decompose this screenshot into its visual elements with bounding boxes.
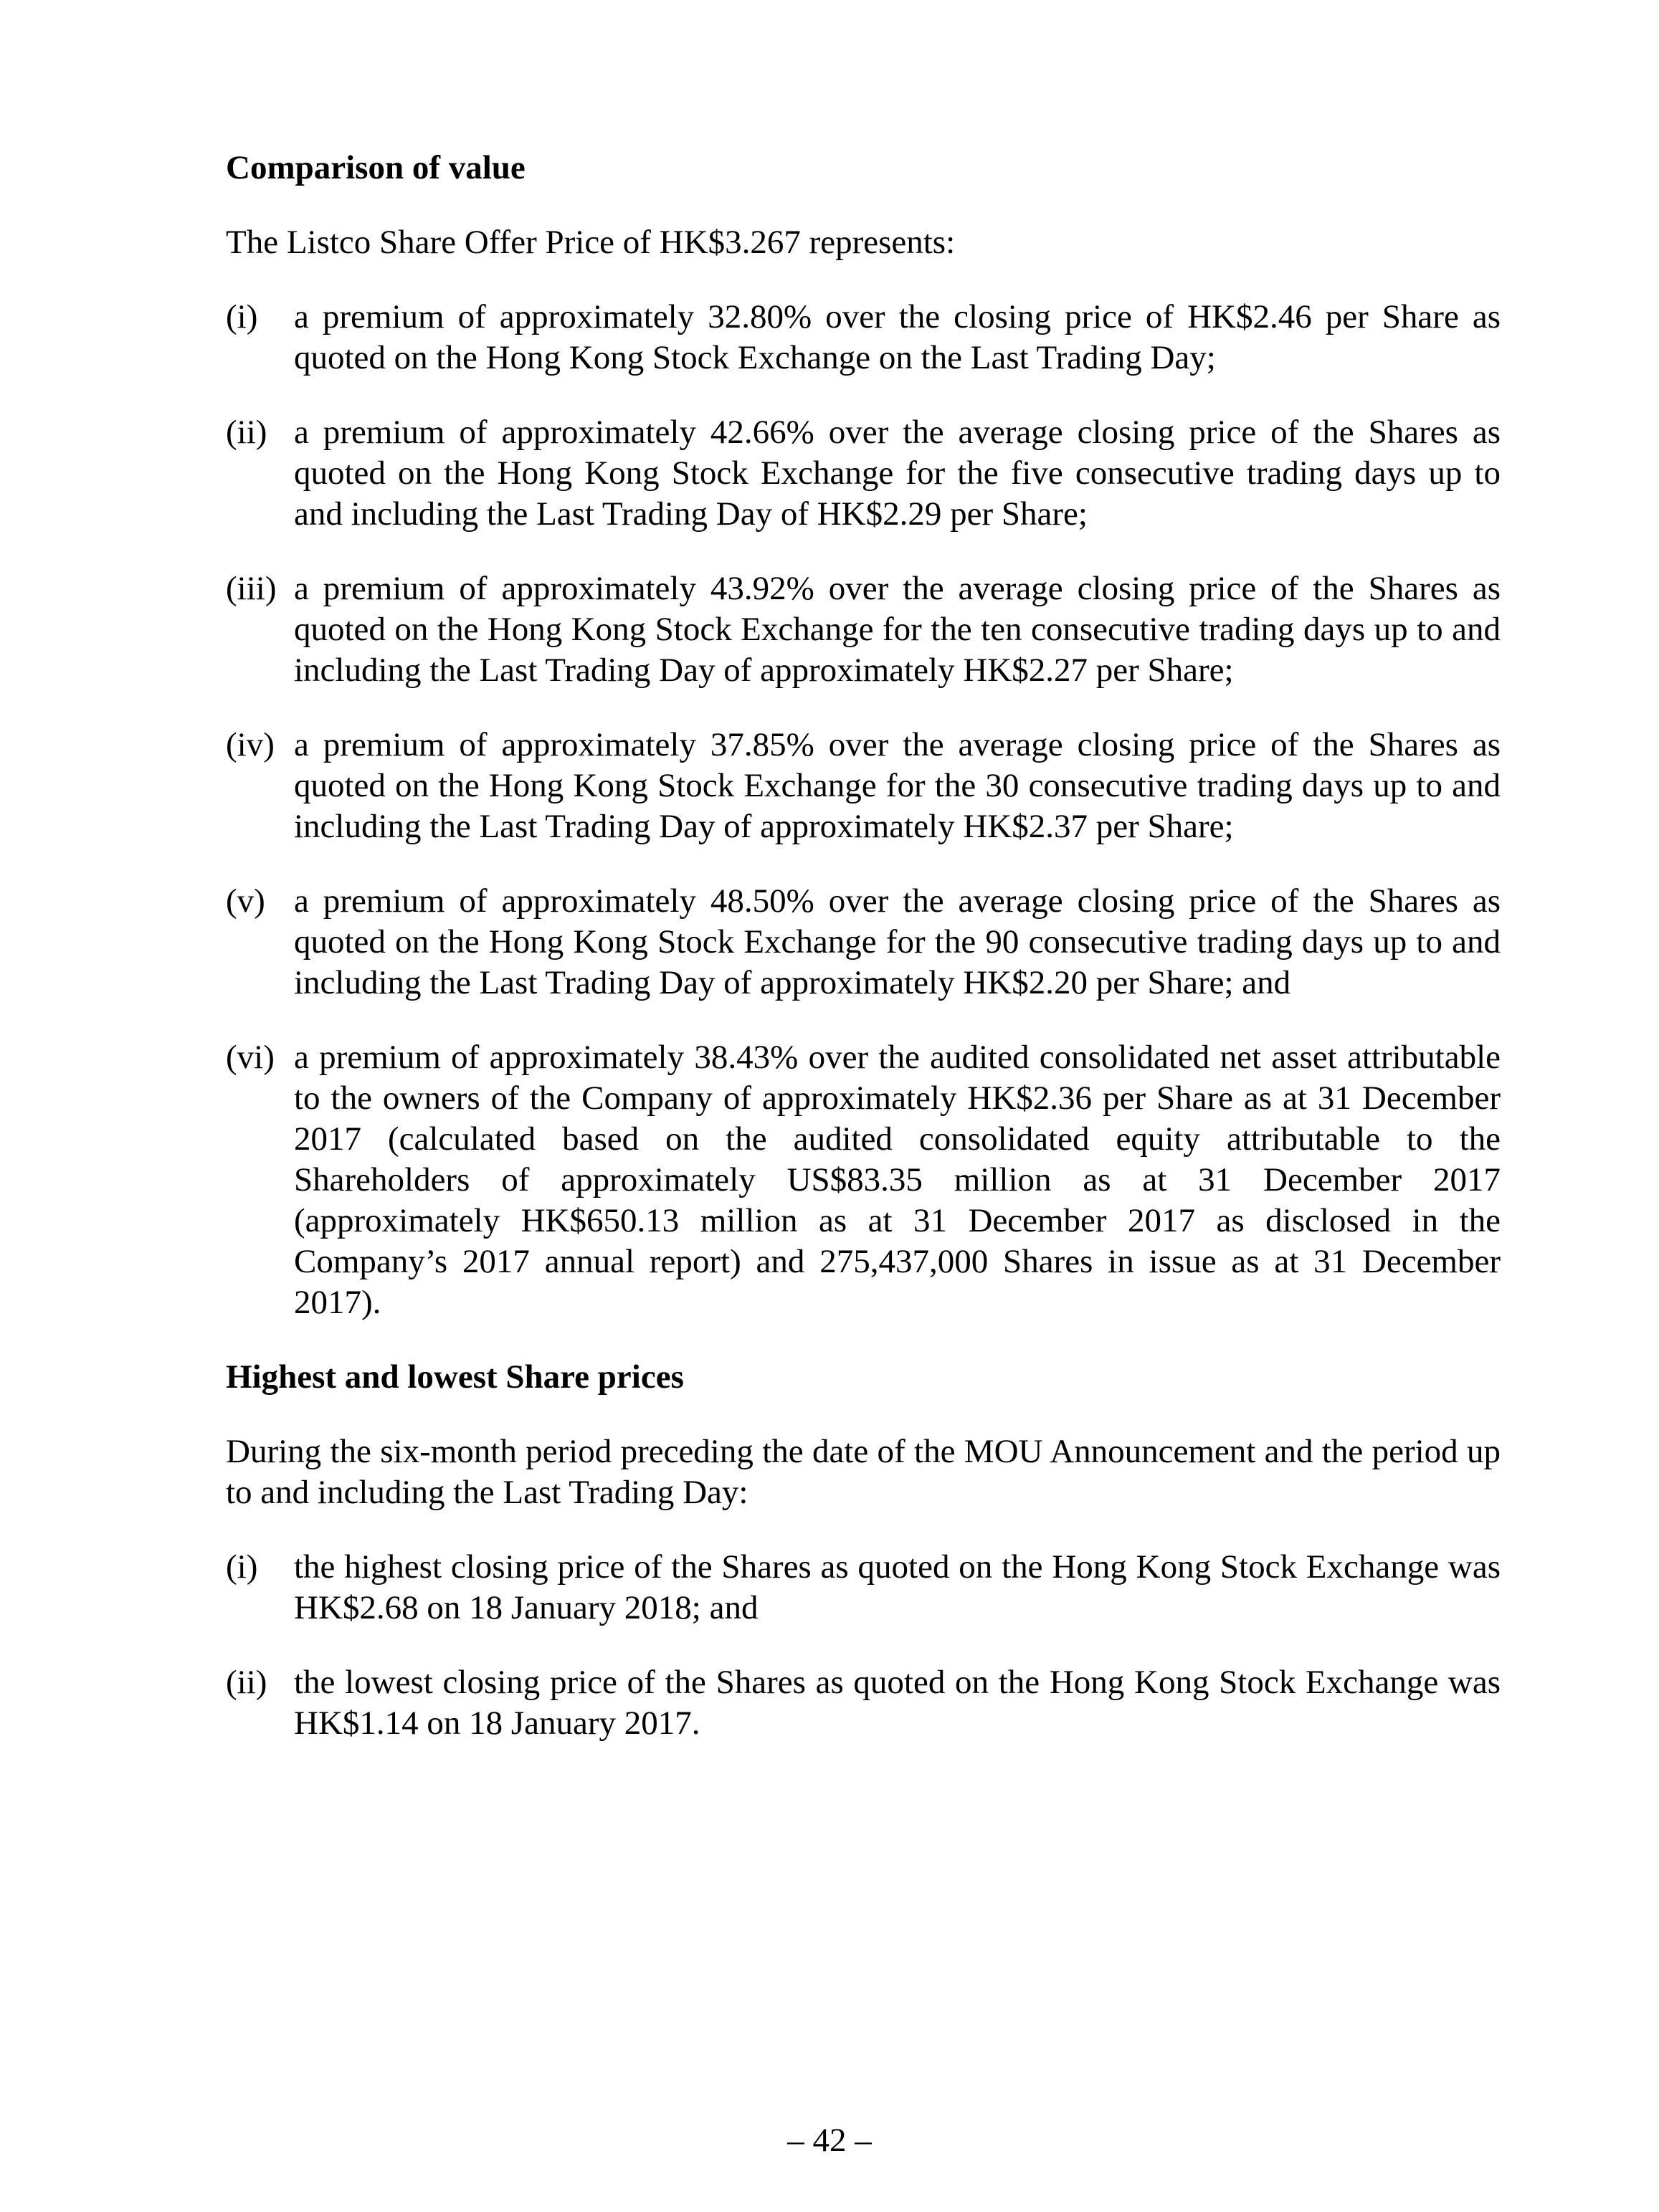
list-item-label: (ii) bbox=[226, 1664, 267, 1701]
list-item-label: (v) bbox=[226, 882, 265, 920]
list-item-label: (vi) bbox=[226, 1039, 275, 1076]
list-item bbox=[226, 725, 1501, 847]
document-content bbox=[226, 0, 1501, 1778]
list-item-text: a premium of approximately 38.43% over the audited consolidated net asset attributable to the owners of the Company of approximately HK$2.36 per Share as at 31 December 2017 (calculated based on the audited consolidated equity attributable to the Shareholders of approximately US$83.35 million as at 31 December 2017 (approximately HK$650.13 million as at 31 December 2017 as disclosed in the Company’s 2017 annual report) and 275,437,000 Shares in issue as at 31 December 2017). bbox=[294, 1039, 1501, 1321]
list-item bbox=[226, 1662, 1501, 1744]
section-heading: Highest and lowest Share prices bbox=[226, 1358, 684, 1396]
list-item-text: a premium of approximately 48.50% over the average closing price of the Shares as quoted on the Hong Kong Stock Exchange for the 90 consecutive trading days up to and including the Last Trading Day of approximately HK$2.20 per Share; and bbox=[294, 882, 1501, 1001]
list-item-text: a premium of approximately 43.92% over the average closing price of the Shares as quoted on the Hong Kong Stock Exchange for the ten consecutive trading days up to and including the Last Trading Day of approximately HK$2.27 per Share; bbox=[294, 570, 1501, 689]
list-item bbox=[226, 1547, 1501, 1629]
section-highest-lowest-share-prices bbox=[226, 1357, 1501, 1744]
page-number: – 42 – bbox=[787, 2122, 872, 2159]
list-item-text: the highest closing price of the Shares as quoted on the Hong Kong Stock Exchange was HK$2.68 on 18 January 2018; and bbox=[294, 1548, 1501, 1626]
section-heading: Comparison of value bbox=[226, 149, 526, 186]
section-intro: The Listco Share Offer Price of HK$3.267 represents: bbox=[226, 224, 956, 261]
list-item bbox=[226, 297, 1501, 378]
list-item-label: (i) bbox=[226, 298, 258, 335]
list-item bbox=[226, 1037, 1501, 1323]
list-item bbox=[226, 412, 1501, 535]
list-item-text: the lowest closing price of the Shares as quoted on the Hong Kong Stock Exchange was HK$1.14 on 18 January 2017. bbox=[294, 1664, 1501, 1742]
list-item bbox=[226, 881, 1501, 1003]
section-comparison-of-value bbox=[226, 148, 1501, 1323]
list-item-text: a premium of approximately 42.66% over the average closing price of the Shares as quoted on the Hong Kong Stock Exchange for the five consecutive trading days up to and including the Last Trading Day of HK$2.29 per Share; bbox=[294, 414, 1501, 533]
list-item-label: (i) bbox=[226, 1548, 258, 1586]
list-item-text: a premium of approximately 32.80% over the closing price of HK$2.46 per Share as quoted on the Hong Kong Stock Exchange on the Last Trading Day; bbox=[294, 298, 1501, 376]
section-intro: During the six-month period preceding the date of the MOU Announcement and the period up to and including the Last Trading Day: bbox=[226, 1433, 1501, 1511]
list-item-label: (iv) bbox=[226, 726, 275, 763]
list-item-text: a premium of approximately 37.85% over the average closing price of the Shares as quoted on the Hong Kong Stock Exchange for the 30 consecutive trading days up to and including the Last Trading Day of approximately HK$2.37 per Share; bbox=[294, 726, 1501, 845]
list-item bbox=[226, 568, 1501, 691]
list-item-label: (ii) bbox=[226, 414, 267, 451]
list-item-label: (iii) bbox=[226, 570, 277, 607]
